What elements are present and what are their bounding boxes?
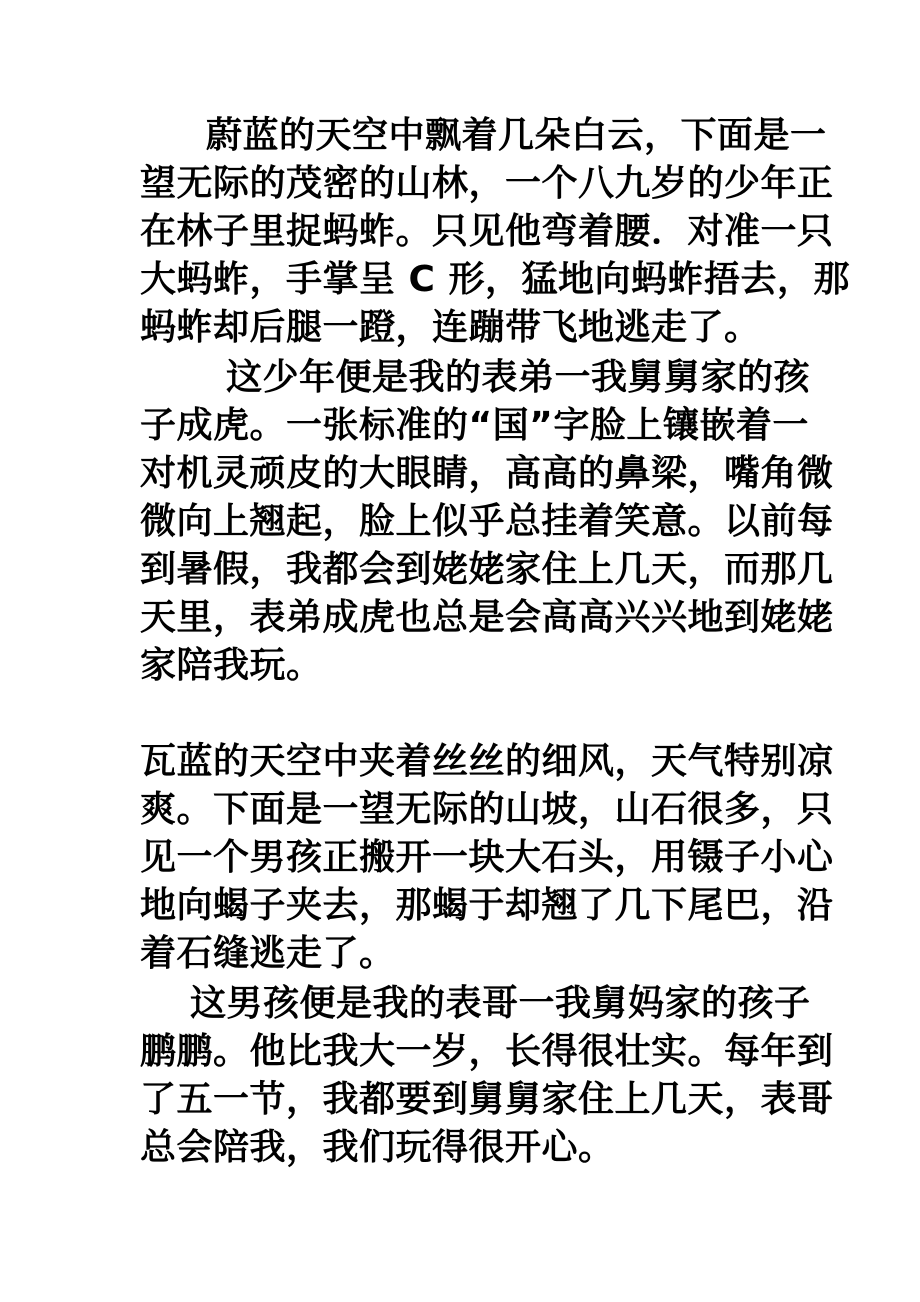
paragraph-2-line-2: 子成虎。一张标准的“国”字脸上镶嵌着一 xyxy=(140,405,809,446)
paragraph-4-line-3: 了五一节，我都要到舅舅家住上几天，表哥 xyxy=(140,1079,834,1120)
paragraph-2-line-6: 天里，表弟成虎也总是会高高兴兴地到姥姥 xyxy=(140,597,834,638)
paragraph-1-line-2: 望无际的茂密的山林，一个八九岁的少年正 xyxy=(140,163,834,204)
paragraph-2-line-3: 对机灵顽皮的大眼睛，高高的鼻梁，嘴角微 xyxy=(140,453,834,494)
paragraph-1-line-3: 在林子里捉蚂蚱。只见他弯着腰．对准一只 xyxy=(140,211,834,252)
paragraph-3-line-4: 地向蝎子夹去，那蝎于却翘了几下尾巴，沿 xyxy=(140,885,834,926)
paragraph-1-line-5: 蚂蚱却后腿一蹬，连蹦带飞地逃走了。 xyxy=(140,307,761,348)
paragraph-3-line-3: 见一个男孩正搬开一块大石头，用镊子小心 xyxy=(140,837,834,878)
paragraph-2-line-7: 家陪我玩。 xyxy=(140,645,323,686)
paragraph-2-line-1: 这少年便是我的表弟一我舅舅家的孩 xyxy=(226,357,811,398)
paragraph-2-line-5: 到暑假，我都会到姥姥家住上几天，而那几 xyxy=(140,549,834,590)
paragraph-3-line-2: 爽。下面是一望无际的山坡，山石很多，只 xyxy=(140,789,834,830)
paragraph-1-line-1: 蔚蓝的天空中飘着几朵白云，下面是一 xyxy=(206,115,827,156)
paragraph-4-line-1: 这男孩便是我的表哥一我舅妈家的孩子 xyxy=(190,983,811,1024)
paragraph-4-line-2: 鹏鹏。他比我大一岁，长得很壮实。每年到 xyxy=(140,1031,834,1072)
paragraph-1-line-4: 大蚂蚱，手掌呈 C 形，猛地向蚂蚱捂去，那 xyxy=(140,259,850,300)
paragraph-3-line-5: 着石缝逃走了。 xyxy=(140,933,396,974)
paragraph-3-line-1: 瓦蓝的天空中夹着丝丝的细风，天气特别凉 xyxy=(140,741,834,782)
paragraph-2-line-4: 微向上翘起，脸上似乎总挂着笑意。以前每 xyxy=(140,501,834,542)
paragraph-4-line-4: 总会陪我，我们玩得很开心。 xyxy=(140,1127,615,1168)
